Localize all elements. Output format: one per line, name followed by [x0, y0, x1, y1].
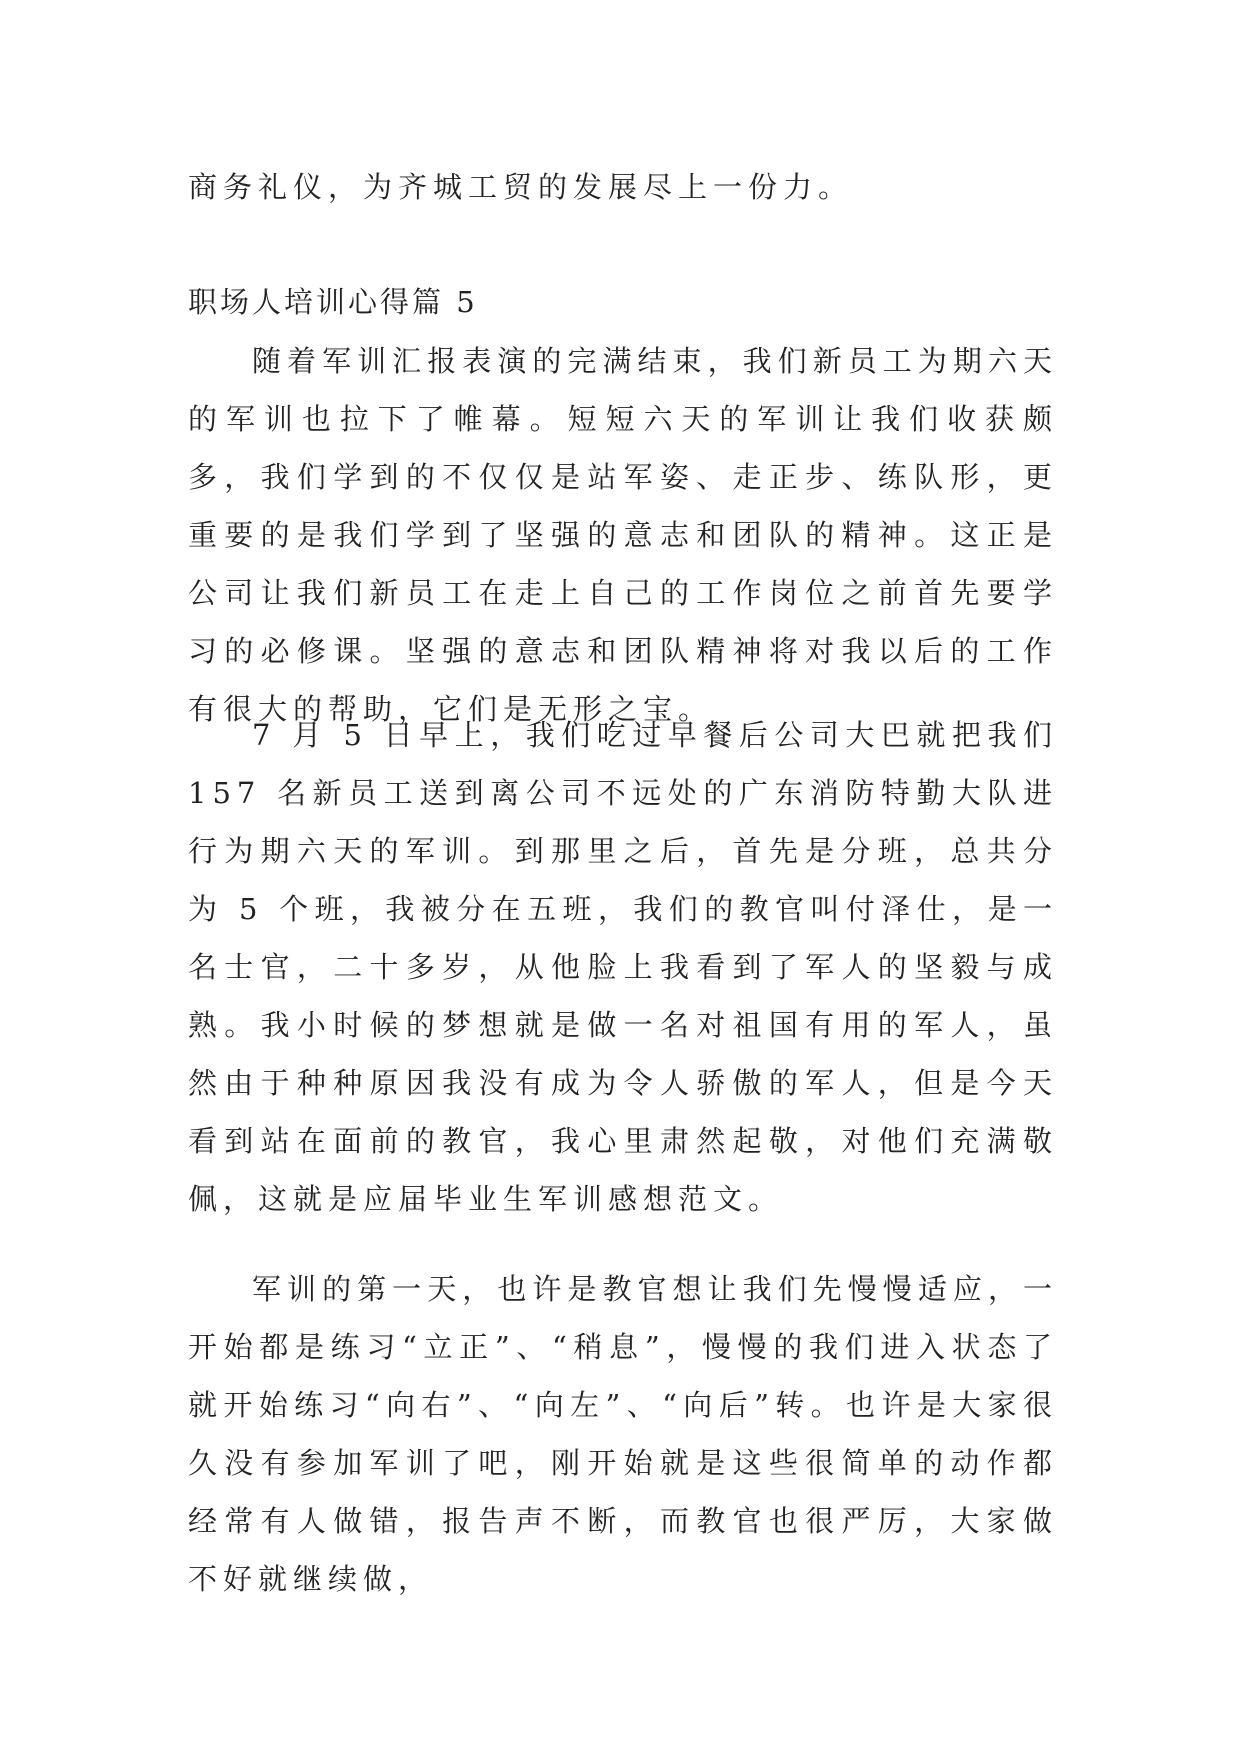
paragraph-2: 7 月 5 日早上，我们吃过早餐后公司大巴就把我们 157 名新员工送到离公司不远处的广东消防特勤大队进行为期六天的军训。到那里之后，首先是分班，总共分为 5 个班，我被分在五班，我们的教官叫付泽仕，是一名士官，二十多岁，从他脸上我看到了军人的坚毅与成熟。我小时候的梦想就是做一名对祖国有用的军人，虽然由于种种原因我没有成为令人骄傲的军人，但是今天看到站在面前的教官，我心里肃然起敬，对他们充满敬佩，这就是应届毕业生军训感想范文。 — [188, 718, 1058, 1216]
intro-line: 商务礼仪，为齐城工贸的发展尽上一份力。 — [188, 170, 854, 204]
paragraph-1: 随着军训汇报表演的完满结束，我们新员工为期六天的军训也拉下了帷幕。短短六天的军训让我们收获颇多，我们学到的不仅仅是站军姿、走正步、练队形，更重要的是我们学到了坚强的意志和团队的精神。这正是公司让我们新员工在走上自己的工作岗位之前首先要学习的必修课。坚强的意志和团队精神将对我以后的工作有很大的帮助，它们是无形之宝。 — [188, 344, 1058, 726]
paragraph-3: 军训的第一天，也许是教官想让我们先慢慢适应，一开始都是练习“立正”、“稍息”，慢慢的我们进入状态了就开始练习“向右”、“向左”、“向后”转。也许是大家很久没有参加军训了吧，刚开始就是这些很简单的动作都经常有人做错，报告声不断，而教官也很严厉，大家做不好就继续做， — [188, 1272, 1058, 1596]
section-heading: 职场人培训心得篇 5 — [188, 285, 478, 319]
